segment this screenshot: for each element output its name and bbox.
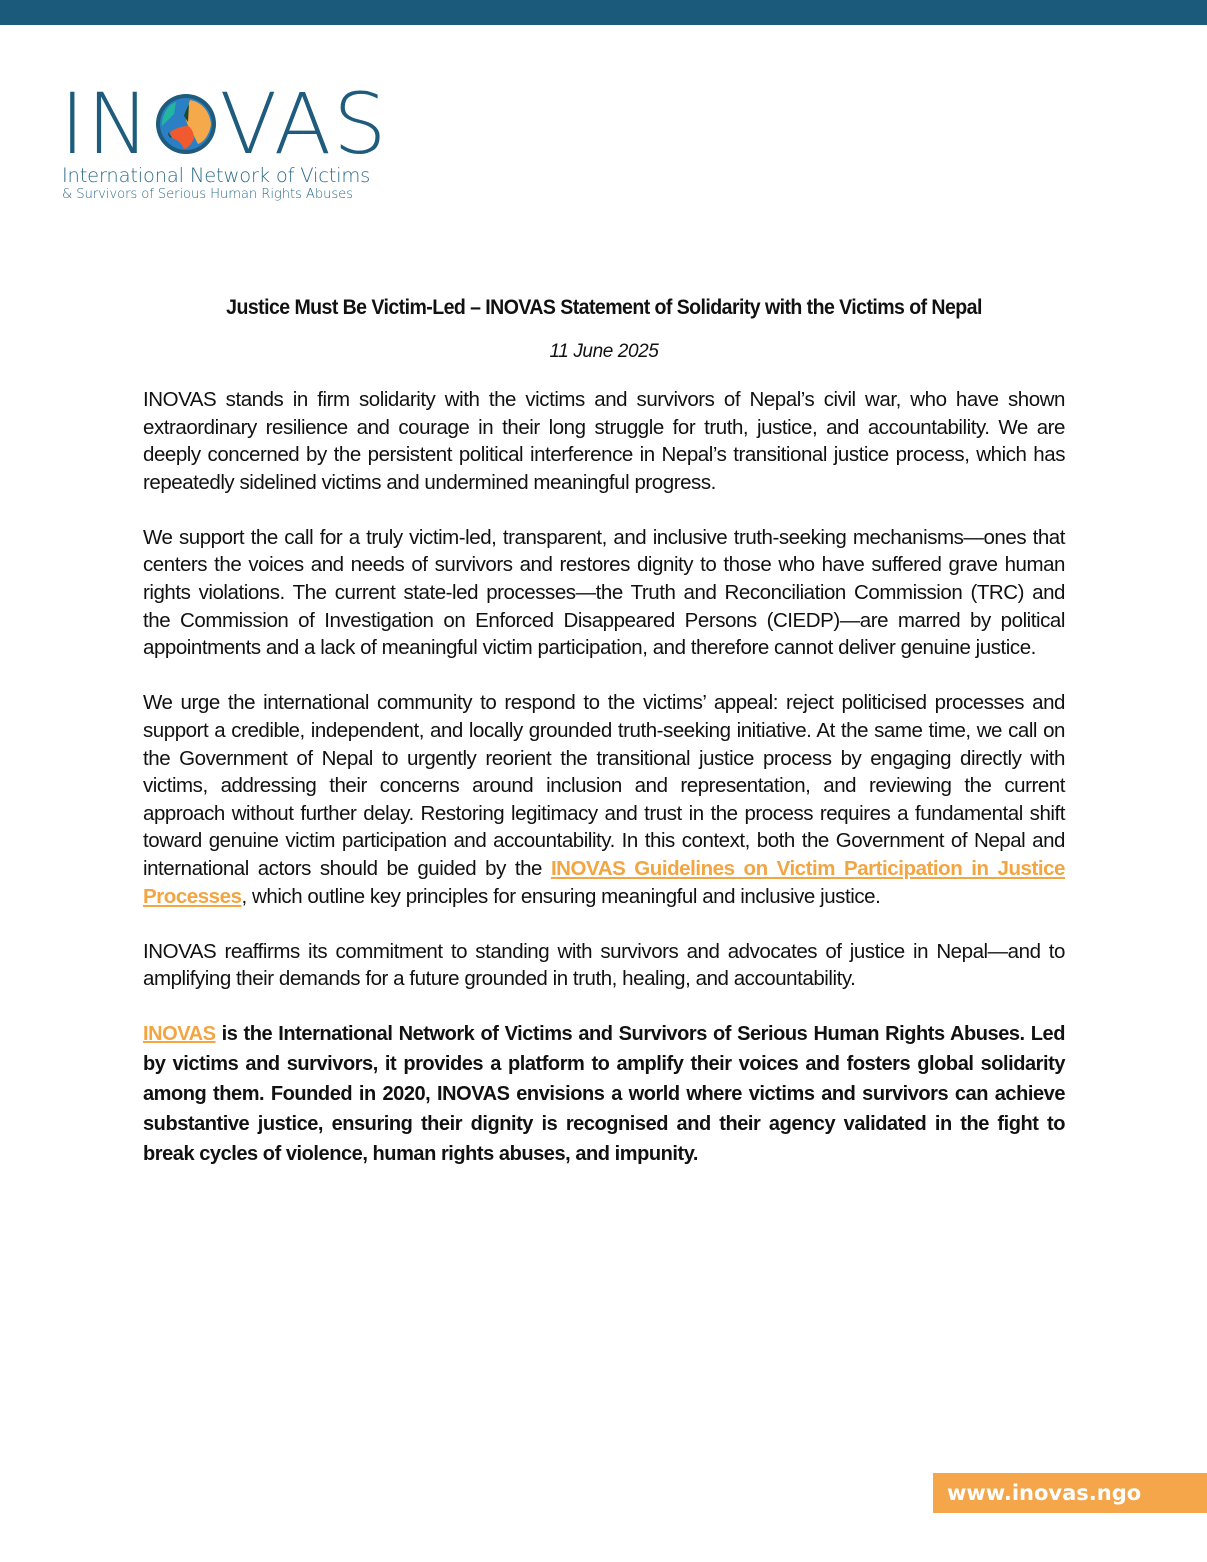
paragraph-text: We urge the international community to respond to the victims’ appeal: reject politicised processes and support a credible, independent, and locally grounded truth-seeking initiative. At the same time, we call on the Government of Nepal to urgently reorient the transitional justice process by engaging directly with victims, addressing their concerns around inclusion and representation, and reviewing the current approach without further delay. Restoring legitimacy and trust in the process requires a fundamental shift toward genuine victim participation and accountability. In this context, both the Government of Nepal and international actors should be guided by the (143, 691, 1065, 880)
logo-wordmark (60, 75, 389, 173)
inovas-logo (60, 75, 389, 206)
top-header-bar (0, 0, 1207, 25)
about-text: is the International Network of Victims and Survivors of Serious Human Rights Abuses. Led by victims and survivors, it provides a platform to amplify their voices and fosters global solidarity among them. Founded in 2020, INOVAS envisions a world where victims and survivors can achieve substantive justice, ensuring their dignity is recognised and their agency validated in the fight to break cycles of violence, human rights abuses, and impunity. (143, 1022, 1065, 1165)
logo-subtitle-line1: International Network of Victims (62, 164, 371, 187)
guidelines-link[interactable]: INOVAS Guidelines on Victim Participation in Justice Processes (143, 856, 1065, 908)
paragraph-reaffirm: INOVAS reaffirms its commitment to standing with survivors and advocates of justice in Nepal—and to amplifying their demands for a future grounded in truth, healing, and accountability. (143, 939, 1065, 991)
globe-icon (154, 92, 218, 156)
paragraph-support-call: We support the call for a truly victim-led, transparent, and inclusive truth-seeking mechanisms—ones that centers the voices and needs of survivors and restores dignity to those who have suffered grave human rights violations. The current state-led processes—the Truth and Reconciliation Commission (TRC) and the Commission of Investigation on Enforced Disappeared Persons (CIEDP)—are marred by political appointments and a lack of meaningful victim participation, and therefore cannot deliver genuine justice. (143, 525, 1065, 660)
inovas-link[interactable]: INOVAS (143, 1022, 216, 1045)
logo-letters-in: IN (60, 75, 152, 173)
document-body (143, 294, 1065, 1169)
paragraph-urge-international (143, 689, 1065, 910)
about-inovas (143, 1019, 1065, 1169)
logo-subtitle-line2: & Survivors of Serious Human Rights Abuses (62, 187, 353, 202)
paragraph-solidarity: INOVAS stands in firm solidarity with the victims and survivors of Nepal’s civil war, who have shown extraordinary resilience and courage in their long struggle for truth, justice, and accountability. We are deeply concerned by the persistent political interference in Nepal’s transitional justice process, which has repeatedly sidelined victims and undermined meaningful progress. (143, 388, 1065, 494)
document-date: 11 June 2025 (549, 341, 659, 362)
paragraph-text: , which outline key principles for ensuring meaningful and inclusive justice. (241, 884, 881, 908)
website-footer-link[interactable]: www.inovas.ngo (933, 1473, 1207, 1513)
document-title: Justice Must Be Victim-Led – INOVAS Statement of Solidarity with the Victims of Nepal (226, 296, 982, 319)
logo-letters-vas: VAS (219, 75, 389, 173)
